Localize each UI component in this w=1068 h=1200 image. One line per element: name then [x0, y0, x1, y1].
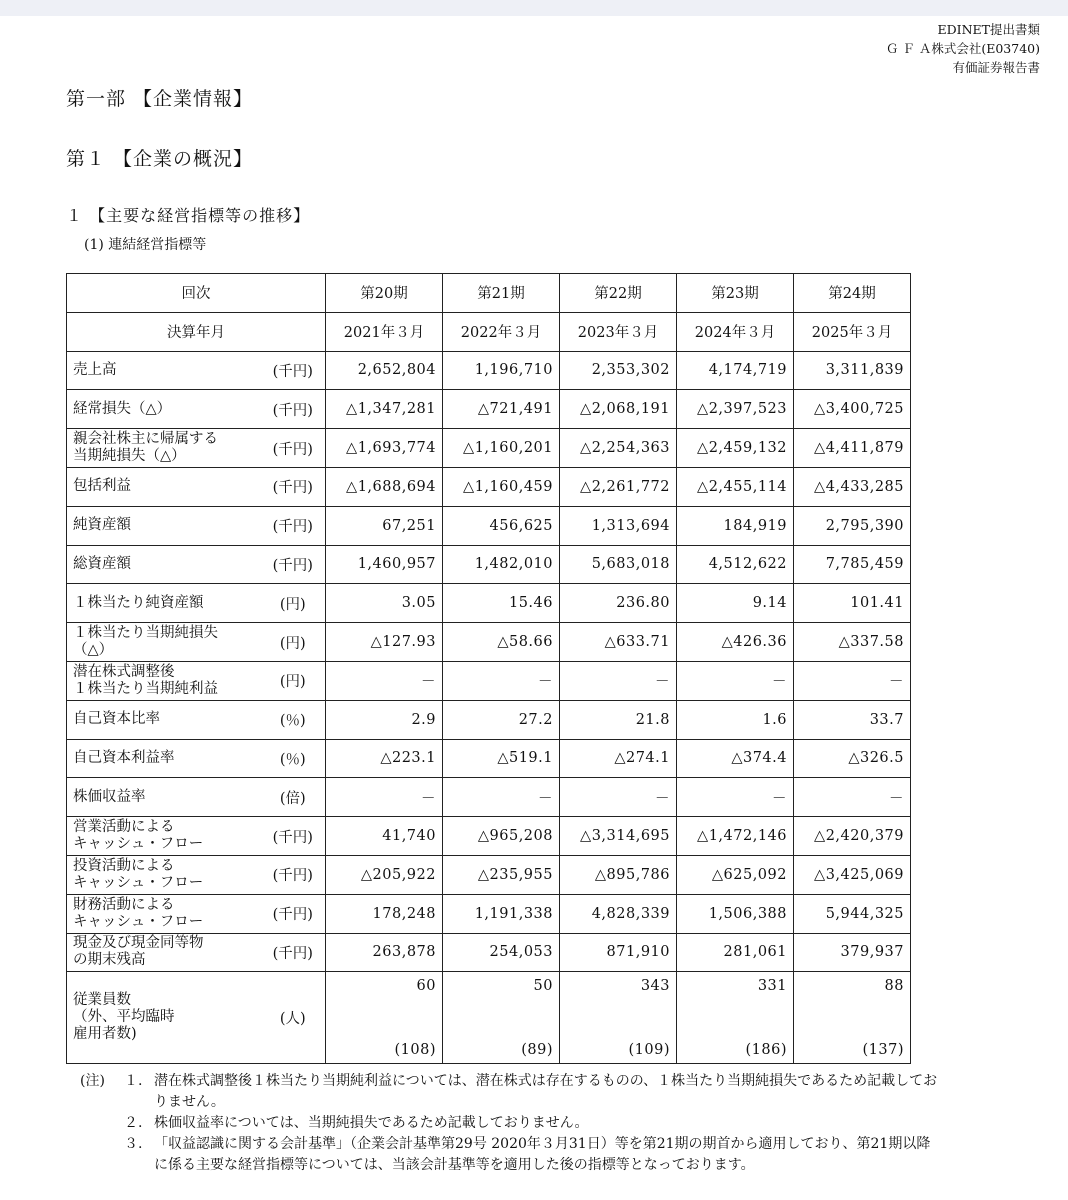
notes-section	[80, 1071, 940, 1176]
header-company: Ｇ Ｆ Ａ株式会社(E03740)	[885, 41, 1040, 56]
row-value: △235,955	[443, 855, 560, 894]
row-value: 21.8	[560, 700, 677, 739]
row-label-text: １株当たり当期純損失 （△）	[73, 625, 218, 659]
row-value: 4,512,622	[677, 545, 794, 584]
row-label	[67, 661, 261, 700]
row-value: 178,248	[326, 894, 443, 933]
table-caption: (1) 連結経営指標等	[84, 237, 207, 253]
row-value: 263,878	[326, 933, 443, 972]
note-item	[80, 1134, 940, 1176]
row-value: 4,174,719	[677, 351, 794, 390]
row-value: △326.5	[794, 739, 911, 778]
table-row	[67, 467, 911, 506]
row-value: △2,459,132	[677, 429, 794, 468]
employee-count: 343	[640, 977, 670, 994]
row-value: △4,411,879	[794, 429, 911, 468]
row-value: △1,160,459	[443, 467, 560, 506]
row-label-text: １株当たり純資産額	[73, 594, 204, 611]
row-label	[67, 700, 261, 739]
row-unit: (千円)	[261, 933, 326, 972]
row-label	[67, 390, 261, 429]
row-label-text: 自己資本比率	[73, 711, 160, 728]
row-value: △1,688,694	[326, 467, 443, 506]
row-value: 1.6	[677, 700, 794, 739]
header-row-date	[67, 312, 911, 351]
table-row	[67, 506, 911, 545]
row-value: △1,347,281	[326, 390, 443, 429]
notes-prefix: (注)	[80, 1073, 105, 1089]
date-header: 2022年３月	[443, 312, 560, 351]
row-value: 1,482,010	[443, 545, 560, 584]
row-value: 1,506,388	[677, 894, 794, 933]
row-label	[67, 506, 261, 545]
row-label	[67, 429, 261, 468]
row-value: 2,795,390	[794, 506, 911, 545]
row-value: 27.2	[443, 700, 560, 739]
note-text: 「収益認識に関する会計基準」（企業会計基準第29号 2020年３月31日）等を第21期の期首から適用しており、第21期以降に係る主要な経営指標等については、当該会計基準等を適用した後の指標等となっております。	[154, 1136, 931, 1173]
row-value: －	[677, 778, 794, 817]
date-header: 2024年３月	[677, 312, 794, 351]
row-unit: (千円)	[261, 545, 326, 584]
table-row	[67, 661, 911, 700]
table-row	[67, 778, 911, 817]
row-unit: (倍)	[261, 778, 326, 817]
period-header: 第20期	[326, 274, 443, 313]
row-value: －	[326, 661, 443, 700]
row-label	[67, 545, 261, 584]
row-value: △2,397,523	[677, 390, 794, 429]
employees-row	[67, 972, 911, 1064]
table-row	[67, 739, 911, 778]
row-value: △2,420,379	[794, 817, 911, 856]
row-value: △58.66	[443, 623, 560, 662]
employees-value	[443, 972, 560, 1064]
row-value: 254,053	[443, 933, 560, 972]
row-value: 33.7	[794, 700, 911, 739]
table-row	[67, 623, 911, 662]
row-value: 456,625	[443, 506, 560, 545]
row-value: 101.41	[794, 584, 911, 623]
row-value: 7,785,459	[794, 545, 911, 584]
row-unit: (千円)	[261, 506, 326, 545]
row-unit: (％)	[261, 700, 326, 739]
row-unit: (千円)	[261, 390, 326, 429]
row-unit: (円)	[261, 623, 326, 662]
row-label	[67, 933, 261, 972]
employee-count: 88	[884, 977, 904, 994]
employees-value	[560, 972, 677, 1064]
row-value: －	[794, 778, 911, 817]
row-value: 3,311,839	[794, 351, 911, 390]
row-label-text: 包括利益	[73, 478, 131, 495]
row-value: 2.9	[326, 700, 443, 739]
row-value: 15.46	[443, 584, 560, 623]
row-value: △374.4	[677, 739, 794, 778]
row-value: △223.1	[326, 739, 443, 778]
employee-count: 60	[416, 977, 436, 994]
row-value: △2,068,191	[560, 390, 677, 429]
row-unit: (％)	[261, 739, 326, 778]
row-value: 5,944,325	[794, 894, 911, 933]
row-value: 871,910	[560, 933, 677, 972]
row-label	[67, 894, 261, 933]
temp-employee-count: (89)	[521, 1041, 553, 1058]
subsection-heading: １ 【主要な経営指標等の推移】	[66, 206, 311, 225]
row-label	[67, 351, 261, 390]
table-row	[67, 584, 911, 623]
row-label-text: 財務活動による キャッシュ・フロー	[73, 896, 204, 930]
date-header: 2023年３月	[560, 312, 677, 351]
date-header: 2025年３月	[794, 312, 911, 351]
table-row	[67, 545, 911, 584]
row-unit: (千円)	[261, 894, 326, 933]
temp-employee-count: (186)	[745, 1041, 787, 1058]
table-row	[67, 390, 911, 429]
note-text: 株価収益率については、当期純損失であるため記載しておりません。	[154, 1115, 589, 1131]
row-label-text: 投資活動による キャッシュ・フロー	[73, 857, 204, 891]
row-value: △625,092	[677, 855, 794, 894]
row-value: △3,400,725	[794, 390, 911, 429]
row-label-text: 経常損失（△）	[73, 400, 172, 417]
table-row	[67, 351, 911, 390]
row-label-text: 純資産額	[73, 517, 131, 534]
row-value: △127.93	[326, 623, 443, 662]
employees-unit: (人)	[261, 972, 326, 1064]
note-item	[80, 1071, 940, 1113]
row-label	[67, 623, 261, 662]
row-value: 281,061	[677, 933, 794, 972]
row-value: 67,251	[326, 506, 443, 545]
row-value: 1,313,694	[560, 506, 677, 545]
row-value: －	[677, 661, 794, 700]
row-label	[67, 739, 261, 778]
row-label	[67, 584, 261, 623]
row-value: －	[794, 661, 911, 700]
table-row	[67, 429, 911, 468]
table-row	[67, 817, 911, 856]
row-label	[67, 778, 261, 817]
row-value: 5,683,018	[560, 545, 677, 584]
row-label-text: 株価収益率	[73, 788, 146, 805]
employees-label-text: 従業員数 （外、平均臨時 雇用者数)	[73, 992, 175, 1043]
row-value: △3,314,695	[560, 817, 677, 856]
row-value: 2,652,804	[326, 351, 443, 390]
row-value: △1,472,146	[677, 817, 794, 856]
row-value: △895,786	[560, 855, 677, 894]
row-value: 379,937	[794, 933, 911, 972]
row-value: 1,191,338	[443, 894, 560, 933]
row-value: 3.05	[326, 584, 443, 623]
note-number: １.	[124, 1073, 143, 1089]
row-value: △274.1	[560, 739, 677, 778]
row-value: △1,160,201	[443, 429, 560, 468]
section-heading: 第１ 【企業の概況】	[66, 148, 254, 170]
row-value: △2,254,363	[560, 429, 677, 468]
employees-value	[677, 972, 794, 1064]
table-row	[67, 700, 911, 739]
row-value: 4,828,339	[560, 894, 677, 933]
period-header: 第24期	[794, 274, 911, 313]
financial-indicators-table	[66, 273, 911, 1064]
date-label: 決算年月	[67, 312, 326, 351]
row-label-text: 総資産額	[73, 555, 131, 572]
row-value: △721,491	[443, 390, 560, 429]
table-row	[67, 894, 911, 933]
header-row-period	[67, 274, 911, 313]
note-item	[80, 1113, 940, 1134]
header-report-type: 有価証券報告書	[952, 60, 1040, 75]
period-header: 第21期	[443, 274, 560, 313]
header-edinet: EDINET提出書類	[937, 22, 1040, 37]
employee-count: 331	[757, 977, 787, 994]
note-number: ３.	[124, 1136, 143, 1152]
employee-count: 50	[533, 977, 553, 994]
row-label	[67, 467, 261, 506]
table-row	[67, 855, 911, 894]
row-value: －	[560, 661, 677, 700]
row-value: 9.14	[677, 584, 794, 623]
row-unit: (千円)	[261, 429, 326, 468]
employees-value	[326, 972, 443, 1064]
row-unit: (円)	[261, 584, 326, 623]
document-header	[886, 20, 1040, 77]
employees-value	[794, 972, 911, 1064]
row-value: －	[560, 778, 677, 817]
row-label-text: 自己資本利益率	[73, 749, 175, 766]
row-value: 236.80	[560, 584, 677, 623]
row-label-text: 現金及び現金同等物 の期末残高	[73, 935, 204, 969]
row-value: △4,433,285	[794, 467, 911, 506]
row-label	[67, 855, 261, 894]
row-value: △337.58	[794, 623, 911, 662]
row-value: △633.71	[560, 623, 677, 662]
note-number: ２.	[124, 1115, 143, 1131]
row-label-text: 潜在株式調整後 １株当たり当期純利益	[73, 663, 218, 697]
note-text: 潜在株式調整後１株当たり当期純利益については、潜在株式は存在するものの、１株当たり当期純損失であるため記載しておりません。	[154, 1073, 938, 1110]
row-label-text: 親会社株主に帰属する 当期純損失（△）	[73, 431, 218, 465]
row-value: △3,425,069	[794, 855, 911, 894]
row-value: △2,455,114	[677, 467, 794, 506]
row-value: △205,922	[326, 855, 443, 894]
row-value: △519.1	[443, 739, 560, 778]
row-label	[67, 817, 261, 856]
row-label-text: 売上高	[73, 361, 117, 378]
period-label: 回次	[67, 274, 326, 313]
row-value: －	[326, 778, 443, 817]
row-unit: (千円)	[261, 351, 326, 390]
row-value: 2,353,302	[560, 351, 677, 390]
temp-employee-count: (108)	[394, 1041, 436, 1058]
row-label-text: 営業活動による キャッシュ・フロー	[73, 819, 204, 853]
top-bar	[0, 0, 1068, 16]
row-value: △1,693,774	[326, 429, 443, 468]
row-unit: (千円)	[261, 817, 326, 856]
row-unit: (円)	[261, 661, 326, 700]
row-value: △965,208	[443, 817, 560, 856]
row-value: △2,261,772	[560, 467, 677, 506]
row-value: △426.36	[677, 623, 794, 662]
row-value: 1,196,710	[443, 351, 560, 390]
date-header: 2021年３月	[326, 312, 443, 351]
part-heading: 第一部 【企業情報】	[66, 88, 254, 110]
row-value: －	[443, 661, 560, 700]
period-header: 第23期	[677, 274, 794, 313]
row-unit: (千円)	[261, 467, 326, 506]
table-row	[67, 933, 911, 972]
row-value: 184,919	[677, 506, 794, 545]
row-value: 41,740	[326, 817, 443, 856]
row-value: 1,460,957	[326, 545, 443, 584]
row-value: －	[443, 778, 560, 817]
employees-label	[67, 972, 261, 1064]
period-header: 第22期	[560, 274, 677, 313]
temp-employee-count: (109)	[628, 1041, 670, 1058]
row-unit: (千円)	[261, 855, 326, 894]
temp-employee-count: (137)	[862, 1041, 904, 1058]
